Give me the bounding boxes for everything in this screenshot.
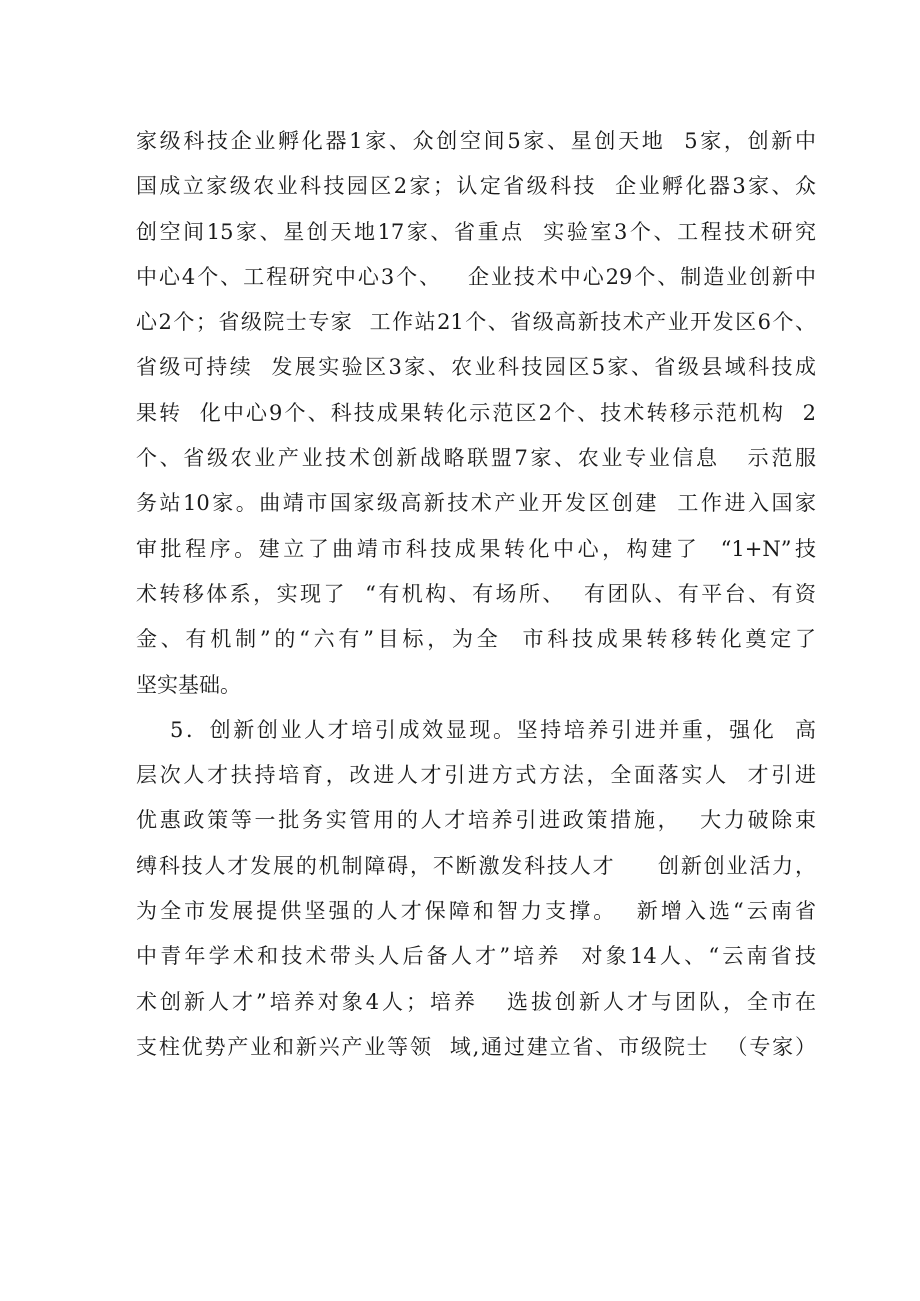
text-line: 中心4个、工程研究中心3个、 企业技术中心29个、制造业创新中 — [136, 264, 816, 289]
text-line: 层次人才扶持培育，改进人才引进方式方法，全面落实人 才引进 — [136, 763, 816, 788]
text-line: 家级科技企业孵化器1家、众创空间5家、星创天地 5家，创新中 — [136, 129, 816, 153]
text-line: 缚科技人才发展的机制障碍，不断激发科技人才 创新创业活力， — [136, 853, 816, 878]
text-line: 省级可持续 发展实验区3家、农业科技园区5家、省级县域科技成 — [136, 355, 816, 380]
text-line: 支柱优势产业和新兴产业等领 域,通过建立省、市级院士 （专家） — [136, 1034, 816, 1059]
text-line: 优惠政策等一批务实管用的人才培养引进政策措施， 大力破除束 — [136, 808, 816, 833]
text-line: 果转 化中心9个、科技成果转化示范区2个、技术转移示范机构 2 — [136, 400, 816, 425]
text-line: 务站10家。曲靖市国家级高新技术产业开发区创建 工作进入国家 — [136, 491, 816, 516]
text-line: 为全市发展提供坚强的人才保障和智力支撑。 新增入选“云南省 — [136, 899, 816, 924]
text-line: 心2个；省级院士专家 工作站21个、省级高新技术产业开发区6个、 — [136, 310, 816, 335]
text-line: 审批程序。建立了曲靖市科技成果转化中心，构建了 “1+N”技 — [136, 536, 816, 561]
text-line: 国成立家级农业科技园区2家；认定省级科技 企业孵化器3家、众 — [136, 174, 816, 199]
text-line: 术创新人才”培养对象4人；培养 选拔创新人才与团队，全市在 — [136, 989, 816, 1014]
text-line: 术转移体系，实现了 “有机构、有场所、 有团队、有平台、有资 — [136, 581, 816, 606]
text-line: 中青年学术和技术带头人后备人才”培养 对象14人、“云南省技 — [136, 944, 816, 969]
text-line: 个、省级农业产业技术创新战略联盟7家、农业专业信息 示范服 — [136, 446, 816, 471]
text-line: 金、有机制”的“六有”目标，为全 市科技成果转移转化奠定了 — [136, 627, 816, 652]
document-body — [136, 119, 816, 1070]
paragraph-end-line: 坚实基础。 — [136, 672, 241, 697]
section-heading-line: 5．创新创业人才培引成效显现。坚持培养引进并重，强化 高 — [170, 717, 816, 742]
text-line: 创空间15家、星创天地17家、省重点 实验室3个、工程技术研究 — [136, 219, 816, 244]
